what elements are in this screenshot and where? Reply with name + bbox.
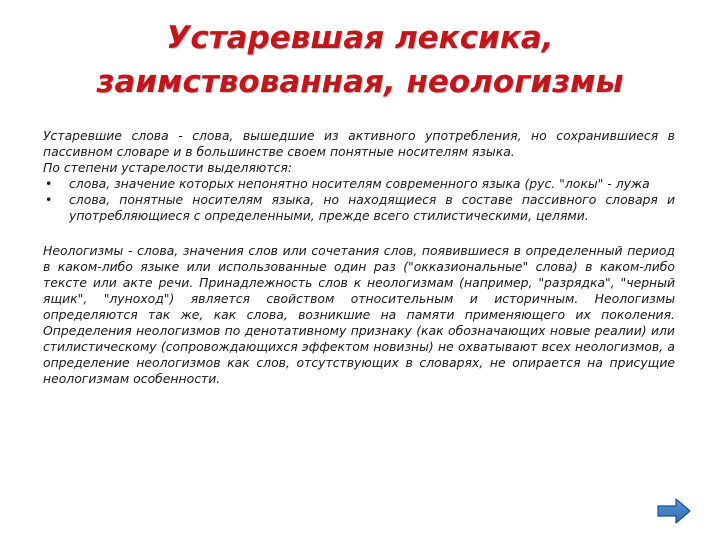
title-line-1: Устаревшая лексика, — [166, 20, 554, 56]
slide-title — [20, 16, 700, 104]
list-item — [43, 192, 675, 224]
obsolescence-intro: По степени устарелости выделяются: — [43, 160, 293, 175]
list-item-text: слова, значение которых непонятно носителям современного языка (рус. "локы" - лужа — [69, 176, 650, 191]
arrow-right-icon[interactable] — [656, 497, 692, 525]
bullet-marker: • — [45, 192, 53, 207]
neologisms-definition: Неологизмы - слова, значения слов или сочетания слов, появившиеся в определенный период в каком-либо языке или использованные один раз ("окказиональные" слова) в каком-либо тексте или акте речи. Принадлежность слов к неологизмам (например, "разрядка", "черный ящик", "луноход") является свойством относительным и историчным. Неологизмы определяются так же, как слова, возникшие на памяти применяющего их поколения. Определения неологизмов по денотативному признаку (как обозначающих новые реалии) или стилистическому (сопровождающихся эффектом новизны) не охватывают всех неологизмов, а определение неологизмов как слов, отсутствующих в словарях, не опирается на присущие неологизмам особенности. — [43, 243, 675, 386]
obsolescence-list — [43, 176, 675, 224]
paragraph-spacer — [43, 224, 675, 243]
obsolete-words-definition: Устаревшие слова - слова, вышедшие из активного употребления, но сохранившиеся в пассивном словаре и в большинстве своем понятные носителям языка. — [43, 128, 675, 159]
title-line-2: заимствованная, неологизмы — [96, 64, 624, 100]
list-item — [43, 176, 675, 192]
slide-body — [43, 128, 675, 387]
list-item-text: слова, понятные носителям языка, но находящиеся в составе пассивного словаря и употребляющиеся с определенными, прежде всего стилистическими, целями. — [69, 192, 675, 223]
bullet-marker: • — [45, 176, 53, 191]
